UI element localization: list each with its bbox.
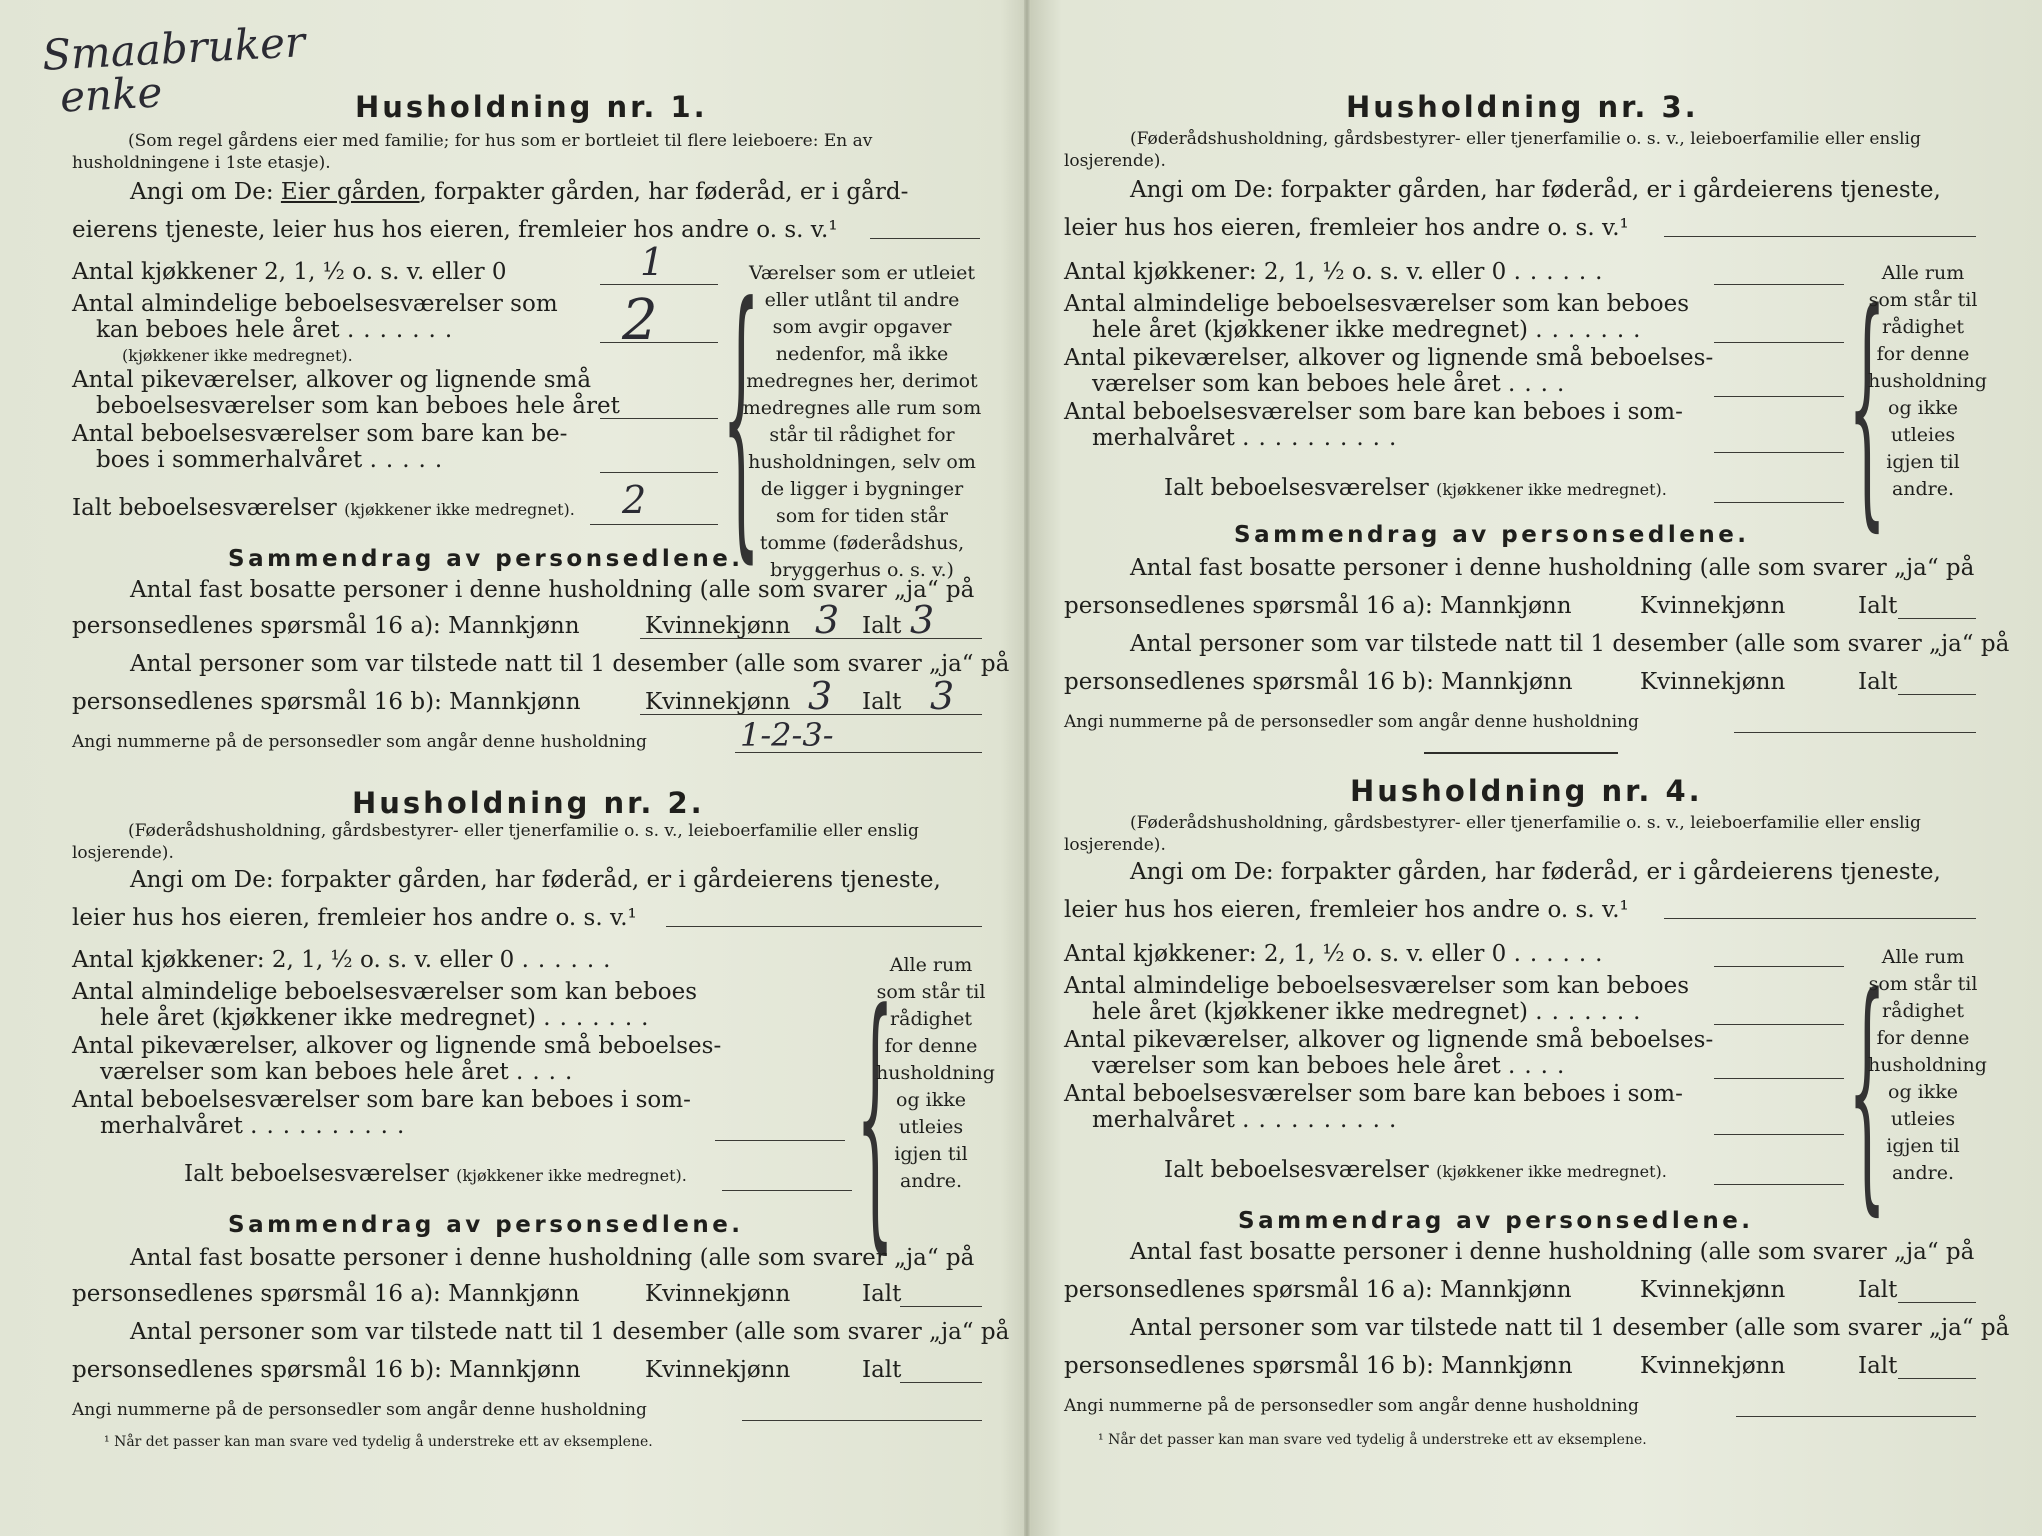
h2-ordinary-1: Antal almindelige beboelsesværelser som kan beboes xyxy=(72,979,698,1005)
h4-s16a-kvinne: Kvinnekjønn xyxy=(1640,1277,1786,1303)
h1-s16b-kvinne: Kvinnekjønn xyxy=(645,689,791,715)
h3-summer-2-text: merhalvåret xyxy=(1092,425,1235,451)
h1-s16a-ialt-value: 3 xyxy=(910,598,935,642)
h4-s16b-2: personsedlenes spørsmål 16 b): Mannkjønn xyxy=(1064,1353,1573,1379)
h2-total-label xyxy=(184,1160,687,1190)
h3-numbers-label: Angi nummerne på de personsedler som angår denne husholdning xyxy=(1064,712,1639,732)
household-1-angi-line1 xyxy=(130,178,908,207)
h1-ordinary-2-text: kan beboes hele året xyxy=(96,317,340,343)
h1-s16b-ialt-value: 3 xyxy=(930,674,955,718)
h2-s16b-2: personsedlenes spørsmål 16 b): Mannkjønn xyxy=(72,1357,581,1383)
h1-brace: { xyxy=(722,248,761,591)
household-3-subtitle: (Føderådshusholdning, gårdsbestyrer- eller tjenerfamilie o. s. v., leieboerfamilie eller enslig losjerende). xyxy=(1064,129,1921,171)
h1-total-label xyxy=(72,494,575,524)
household-4-title: Husholdning nr. 4. xyxy=(1350,774,1703,808)
right-footnote: ¹ Når det passer kan man svare ved tydelig å understreke ett av eksemplene. xyxy=(1098,1432,1647,1448)
h4-total-b: (kjøkkener ikke medregnet). xyxy=(1436,1162,1667,1181)
h3-s16b-1: Antal personer som var tilstede natt til 1 desember (alle som svarer „ja“ på xyxy=(1130,631,2010,657)
household-1-angi-line2: eierens tjeneste, leier hus hos eieren, fremleier hos andre o. s. v.¹ xyxy=(72,217,838,243)
h3-maid-2: værelser som kan beboes hele året .... xyxy=(1092,371,1574,397)
h4-rooms-note: Alle rum som står til rådighet for denne husholdning og ikke utleies igjen til andre. xyxy=(1868,946,1987,1184)
h3-total-b: (kjøkkener ikke medregnet). xyxy=(1436,480,1667,499)
h1-s16a-1: Antal fast bosatte personer i denne husholdning (alle som svarer „ja“ på xyxy=(130,577,975,603)
h3-maid-2-text: værelser som kan beboes hele året xyxy=(1092,371,1501,397)
h4-maid-2-text: værelser som kan beboes hele året xyxy=(1092,1053,1501,1079)
h1-rooms-note: Værelser som er utleiet eller utlånt til andre som avgir opgaver nedenfor, må ikke medregnes her, derimot medregnes alle rum som står til rådighet for husholdningen, selv om de ligger i bygninger som for tiden står tomme (føderådshus, bryggerhus o. s. v.) xyxy=(742,262,982,581)
h4-s16b-1: Antal personer som var tilstede natt til 1 desember (alle som svarer „ja“ på xyxy=(1130,1315,2010,1341)
h4-total-label xyxy=(1164,1156,1667,1186)
h3-s16b-kvinne: Kvinnekjønn xyxy=(1640,669,1786,695)
h4-kitchens-text: Antal kjøkkener: 2, 1, ½ o. s. v. eller 0 xyxy=(1064,941,1507,967)
h1-s16b-ialt: Ialt xyxy=(862,689,902,715)
h2-total-b: (kjøkkener ikke medregnet). xyxy=(456,1166,687,1185)
h3-total-a: Ialt beboelsesværelser xyxy=(1164,475,1429,501)
h3-summary-title: Sammendrag av personsedlene. xyxy=(1234,522,1750,548)
left-footnote: ¹ Når det passer kan man svare ved tydelig å understreke ett av eksemplene. xyxy=(104,1434,653,1450)
h4-maid-2: værelser som kan beboes hele året .... xyxy=(1092,1053,1574,1079)
h2-numbers-label: Angi nummerne på de personsedler som angår denne husholdning xyxy=(72,1400,647,1420)
h4-s16b-kvinne: Kvinnekjønn xyxy=(1640,1353,1786,1379)
h4-maid-1: Antal pikeværelser, alkover og lignende små beboelses- xyxy=(1064,1027,1714,1053)
h1-summer-1: Antal beboelsesværelser som bare kan be- xyxy=(72,421,568,447)
h4-total-a: Ialt beboelsesværelser xyxy=(1164,1157,1429,1183)
h3-ordinary-1: Antal almindelige beboelsesværelser som kan beboes xyxy=(1064,291,1690,317)
h1-maid-1: Antal pikeværelser, alkover og lignende små xyxy=(72,367,592,393)
h1-total-value: 2 xyxy=(622,478,647,522)
h4-summer-1: Antal beboelsesværelser som bare kan beboes i som- xyxy=(1064,1081,1683,1107)
h1-kitchens-value: 1 xyxy=(640,240,665,284)
h2-ordinary-2-text: hele året (kjøkkener ikke medregnet) xyxy=(100,1005,536,1031)
h2-summer-1: Antal beboelsesværelser som bare kan beboes i som- xyxy=(72,1087,691,1113)
h4-ordinary-2-text: hele året (kjøkkener ikke medregnet) xyxy=(1092,999,1528,1025)
h4-numbers-label: Angi nummerne på de personsedler som angår denne husholdning xyxy=(1064,1396,1639,1416)
household-2-angi-line1: Angi om De: forpakter gården, har føderåd, er i gårdeierens tjeneste, xyxy=(130,867,941,893)
h2-maid-1: Antal pikeværelser, alkover og lignende små beboelses- xyxy=(72,1033,722,1059)
household-1-title: Husholdning nr. 1. xyxy=(355,90,708,124)
h2-summer-2: merhalvåret .......... xyxy=(100,1113,414,1139)
household-1-subtitle: (Som regel gårdens eier med familie; for hus som er bortleiet til flere leieboere: En av husholdningene i 1ste etasje). xyxy=(72,131,873,173)
h2-s16b-ialt: Ialt xyxy=(862,1357,902,1383)
margin-note-line2: enke xyxy=(58,67,164,122)
h1-ordinary-value: 2 xyxy=(622,288,658,353)
section-divider xyxy=(1424,752,1618,754)
household-4-angi-line1: Angi om De: forpakter gården, har føderåd, er i gårdeierens tjeneste, xyxy=(1130,859,1941,885)
h1-s16a-kvinne: Kvinnekjønn xyxy=(645,613,791,639)
h1-total-b: (kjøkkener ikke medregnet). xyxy=(344,500,575,519)
h1-s16b-2: personsedlenes spørsmål 16 b): Mannkjønn xyxy=(72,689,581,715)
h2-ordinary-2: hele året (kjøkkener ikke medregnet) ....... xyxy=(100,1005,658,1031)
h3-kitchens-label: Antal kjøkkener: 2, 1, ½ o. s. v. eller 0 ...... xyxy=(1064,259,1612,285)
h3-maid-1: Antal pikeværelser, alkover og lignende små beboelses- xyxy=(1064,345,1714,371)
h4-s16a-2: personsedlenes spørsmål 16 a): Mannkjønn xyxy=(1064,1277,1572,1303)
page-fold xyxy=(1024,0,1030,1536)
h1-s16a-2: personsedlenes spørsmål 16 a): Mannkjønn xyxy=(72,613,580,639)
h2-rooms-note: Alle rum som står til rådighet for denne husholdning og ikke utleies igjen til andre. xyxy=(876,954,995,1192)
h1-s16a-ialt: Ialt xyxy=(862,613,902,639)
h2-s16a-kvinne: Kvinnekjønn xyxy=(645,1281,791,1307)
h3-s16a-ialt: Ialt xyxy=(1858,593,1898,619)
household-2-angi-line2: leier hus hos eieren, fremleier hos andre o. s. v.¹ xyxy=(72,905,637,931)
h4-summary-title: Sammendrag av personsedlene. xyxy=(1238,1208,1754,1234)
household-3-angi-line1: Angi om De: forpakter gården, har føderåd, er i gårdeierens tjeneste, xyxy=(1130,177,1941,203)
h1-ordinary-3: (kjøkkener ikke medregnet). xyxy=(122,346,353,365)
household-2-title: Husholdning nr. 2. xyxy=(352,786,705,820)
h4-summer-2: merhalvåret .......... xyxy=(1092,1107,1406,1133)
h4-ordinary-2: hele året (kjøkkener ikke medregnet) ....... xyxy=(1092,999,1650,1025)
h1-numbers-value: 1-2-3- xyxy=(740,716,834,754)
h3-s16a-2: personsedlenes spørsmål 16 a): Mannkjønn xyxy=(1064,593,1572,619)
household-2-subtitle: (Føderådshusholdning, gårdsbestyrer- eller tjenerfamilie o. s. v., leieboerfamilie eller enslig losjerende). xyxy=(72,821,919,863)
h2-kitchens-text: Antal kjøkkener: 2, 1, ½ o. s. v. eller 0 xyxy=(72,947,515,973)
h4-s16b-ialt: Ialt xyxy=(1858,1353,1898,1379)
household-4-angi-line2: leier hus hos eieren, fremleier hos andre o. s. v.¹ xyxy=(1064,897,1629,923)
h2-summer-2-text: merhalvåret xyxy=(100,1113,243,1139)
h4-ordinary-1: Antal almindelige beboelsesværelser som kan beboes xyxy=(1064,973,1690,999)
h1-summer-2: boes i sommerhalvåret ..... xyxy=(96,447,452,473)
h2-s16b-1: Antal personer som var tilstede natt til 1 desember (alle som svarer „ja“ på xyxy=(130,1319,1010,1345)
h4-s16a-ialt: Ialt xyxy=(1858,1277,1898,1303)
household-4-subtitle: (Føderådshusholdning, gårdsbestyrer- eller tjenerfamilie o. s. v., leieboerfamilie eller enslig losjerende). xyxy=(1064,813,1921,855)
h1-kitchens-label: Antal kjøkkener 2, 1, ½ o. s. v. eller 0 xyxy=(72,259,507,285)
h3-s16a-1: Antal fast bosatte personer i denne husholdning (alle som svarer „ja“ på xyxy=(1130,555,1975,581)
h3-summer-1: Antal beboelsesværelser som bare kan beboes i som- xyxy=(1064,399,1683,425)
h1-s16b-1: Antal personer som var tilstede natt til 1 desember (alle som svarer „ja“ på xyxy=(130,651,1010,677)
angi-rest: , forpakter gården, har føderåd, er i gård- xyxy=(419,179,909,205)
angi-prefix: Angi om De: xyxy=(130,179,281,205)
h1-numbers-label: Angi nummerne på de personsedler som angår denne husholdning xyxy=(72,732,647,752)
h2-maid-2: værelser som kan beboes hele året .... xyxy=(100,1059,582,1085)
h1-ordinary-2: kan beboes hele året ....... xyxy=(96,317,462,343)
h1-summary-title: Sammendrag av personsedlene. xyxy=(228,546,744,572)
household-3-title: Husholdning nr. 3. xyxy=(1346,90,1699,124)
h3-s16b-ialt: Ialt xyxy=(1858,669,1898,695)
h3-rooms-note: Alle rum som står til rådighet for denne husholdning og ikke utleies igjen til andre. xyxy=(1868,262,1987,500)
h3-s16a-kvinne: Kvinnekjønn xyxy=(1640,593,1786,619)
h2-s16b-kvinne: Kvinnekjønn xyxy=(645,1357,791,1383)
h4-s16a-1: Antal fast bosatte personer i denne husholdning (alle som svarer „ja“ på xyxy=(1130,1239,1975,1265)
h4-summer-2-text: merhalvåret xyxy=(1092,1107,1235,1133)
h4-brace: { xyxy=(1848,946,1887,1240)
h1-total-a: Ialt beboelsesværelser xyxy=(72,495,337,521)
h2-s16a-2: personsedlenes spørsmål 16 a): Mannkjønn xyxy=(72,1281,580,1307)
h3-brace: { xyxy=(1848,262,1887,556)
h4-kitchens-label: Antal kjøkkener: 2, 1, ½ o. s. v. eller 0 ...... xyxy=(1064,941,1612,967)
h2-s16a-1: Antal fast bosatte personer i denne husholdning (alle som svarer „ja“ på xyxy=(130,1245,975,1271)
h1-s16b-kvinne-value: 3 xyxy=(808,674,833,718)
h1-ordinary-1: Antal almindelige beboelsesværelser som xyxy=(72,291,558,317)
h2-kitchens-label: Antal kjøkkener: 2, 1, ½ o. s. v. eller 0 ...... xyxy=(72,947,620,973)
h1-maid-2: beboelsesværelser som kan beboes hele året xyxy=(96,393,620,419)
h3-summer-2: merhalvåret .......... xyxy=(1092,425,1406,451)
h1-summer-2-text: boes i sommerhalvåret xyxy=(96,447,363,473)
h3-kitchens-text: Antal kjøkkener: 2, 1, ½ o. s. v. eller 0 xyxy=(1064,259,1507,285)
h2-brace: { xyxy=(856,958,895,1280)
household-3-angi-line2: leier hus hos eieren, fremleier hos andre o. s. v.¹ xyxy=(1064,215,1629,241)
h3-ordinary-2-text: hele året (kjøkkener ikke medregnet) xyxy=(1092,317,1528,343)
h3-s16b-2: personsedlenes spørsmål 16 b): Mannkjønn xyxy=(1064,669,1573,695)
h2-total-a: Ialt beboelsesværelser xyxy=(184,1161,449,1187)
h3-ordinary-2: hele året (kjøkkener ikke medregnet) ....... xyxy=(1092,317,1650,343)
h1-s16a-kvinne-value: 3 xyxy=(815,598,840,642)
h2-maid-2-text: værelser som kan beboes hele året xyxy=(100,1059,509,1085)
h2-s16a-ialt: Ialt xyxy=(862,1281,902,1307)
h3-total-label xyxy=(1164,474,1667,504)
angi-underlined-answer: Eier gården xyxy=(280,179,420,205)
h2-summary-title: Sammendrag av personsedlene. xyxy=(228,1212,744,1238)
margin-note-line1: Smaabruker xyxy=(40,17,307,80)
